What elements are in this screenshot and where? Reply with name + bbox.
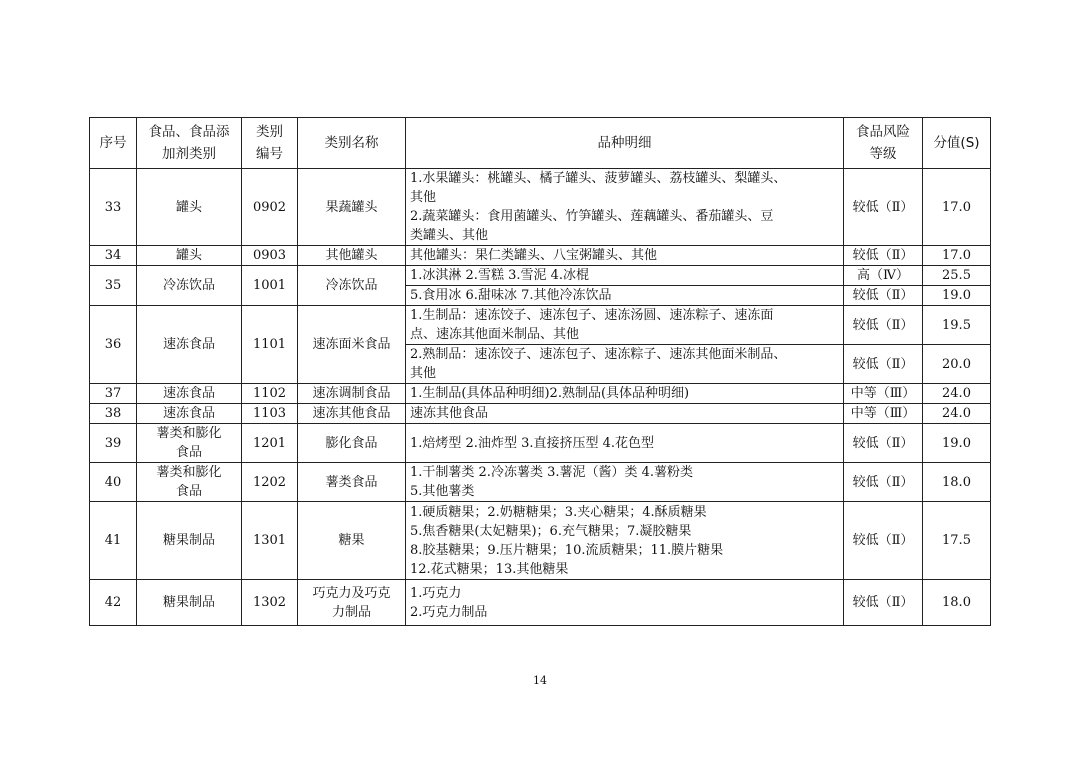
cell-details: 2.熟制品：速冻饺子、速冻包子、速冻粽子、速冻其他面米制品、 其他 (406, 345, 844, 384)
cell-score: 17.5 (923, 502, 991, 580)
cell-risk: 较低（Ⅱ） (844, 286, 923, 306)
cell-seq: 36 (90, 306, 137, 384)
cell-code: 1302 (242, 580, 298, 626)
cell-score: 24.0 (923, 384, 991, 404)
cell-details: 1.冰淇淋 2.雪糕 3.雪泥 4.冰棍 (406, 266, 844, 286)
cell-category: 速冻食品 (137, 384, 242, 404)
cell-name: 膨化食品 (298, 424, 406, 463)
cell-category: 薯类和膨化 食品 (137, 424, 242, 463)
cell-risk: 较低（Ⅱ） (844, 463, 923, 502)
cell-seq: 38 (90, 404, 137, 424)
cell-code: 1101 (242, 306, 298, 384)
table-row (90, 580, 991, 626)
cell-score: 18.0 (923, 580, 991, 626)
header-name: 类别名称 (298, 118, 406, 169)
cell-category: 速冻食品 (137, 404, 242, 424)
table-row (90, 246, 991, 266)
cell-code: 1201 (242, 424, 298, 463)
cell-score: 20.0 (923, 345, 991, 384)
table-row (90, 463, 991, 502)
table-row (90, 169, 991, 246)
cell-score: 17.0 (923, 169, 991, 246)
cell-name: 薯类食品 (298, 463, 406, 502)
cell-score: 19.5 (923, 306, 991, 345)
table-row (90, 306, 991, 345)
cell-category: 速冻食品 (137, 306, 242, 384)
cell-details: 1.生制品：速冻饺子、速冻包子、速冻汤圆、速冻粽子、速冻面 点、速冻其他面米制品、其他 (406, 306, 844, 345)
header-score: 分值(S) (923, 118, 991, 169)
cell-seq: 33 (90, 169, 137, 246)
cell-risk: 中等（Ⅲ） (844, 384, 923, 404)
cell-details: 1.硬质糖果；2.奶糖糖果；3.夹心糖果；4.酥质糖果 5.焦香糖果(太妃糖果)；6.充气糖果；7.凝胶糖果 8.胶基糖果；9.压片糖果；10.流质糖果；11.膜片糖果 12.花式糖果；13.其他糖果 (406, 502, 844, 580)
cell-code: 1001 (242, 266, 298, 306)
cell-name: 速冻面米食品 (298, 306, 406, 384)
table-row (90, 384, 991, 404)
header-code: 类别 编号 (242, 118, 298, 169)
cell-risk: 较低（Ⅱ） (844, 345, 923, 384)
cell-seq: 34 (90, 246, 137, 266)
cell-details: 1.焙烤型 2.油炸型 3.直接挤压型 4.花色型 (406, 424, 844, 463)
cell-seq: 39 (90, 424, 137, 463)
cell-seq: 35 (90, 266, 137, 306)
cell-details: 1.干制薯类 2.冷冻薯类 3.薯泥（酱）类 4.薯粉类 5.其他薯类 (406, 463, 844, 502)
table-header-row (90, 118, 991, 169)
cell-name: 糖果 (298, 502, 406, 580)
cell-code: 1301 (242, 502, 298, 580)
cell-code: 0902 (242, 169, 298, 246)
table-row (90, 424, 991, 463)
header-category: 食品、食品添 加剂类别 (137, 118, 242, 169)
cell-details: 1.生制品(具体品种明细)2.熟制品(具体品种明细) (406, 384, 844, 404)
cell-category: 冷冻饮品 (137, 266, 242, 306)
cell-seq: 41 (90, 502, 137, 580)
cell-risk: 中等（Ⅲ） (844, 404, 923, 424)
cell-score: 24.0 (923, 404, 991, 424)
cell-score: 25.5 (923, 266, 991, 286)
cell-category: 薯类和膨化 食品 (137, 463, 242, 502)
cell-name: 速冻其他食品 (298, 404, 406, 424)
cell-risk: 较低（Ⅱ） (844, 306, 923, 345)
cell-details: 速冻其他食品 (406, 404, 844, 424)
cell-name: 冷冻饮品 (298, 266, 406, 306)
cell-seq: 37 (90, 384, 137, 404)
header-risk: 食品风险 等级 (844, 118, 923, 169)
cell-code: 0903 (242, 246, 298, 266)
cell-code: 1202 (242, 463, 298, 502)
cell-score: 17.0 (923, 246, 991, 266)
cell-risk: 较低（Ⅱ） (844, 580, 923, 626)
cell-risk: 高（Ⅳ） (844, 266, 923, 286)
header-seq: 序号 (90, 118, 137, 169)
table-row (90, 502, 991, 580)
cell-details: 1.水果罐头：桃罐头、橘子罐头、菠萝罐头、荔枝罐头、梨罐头、 其他 2.蔬菜罐头：食用菌罐头、竹笋罐头、莲藕罐头、番茄罐头、豆 类罐头、其他 (406, 169, 844, 246)
cell-risk: 较低（Ⅱ） (844, 424, 923, 463)
cell-score: 18.0 (923, 463, 991, 502)
cell-category: 罐头 (137, 169, 242, 246)
cell-details: 其他罐头：果仁类罐头、八宝粥罐头、其他 (406, 246, 844, 266)
cell-risk: 较低（Ⅱ） (844, 502, 923, 580)
food-risk-table (89, 117, 991, 626)
cell-code: 1102 (242, 384, 298, 404)
cell-category: 糖果制品 (137, 580, 242, 626)
cell-category: 糖果制品 (137, 502, 242, 580)
cell-risk: 较低（Ⅱ） (844, 246, 923, 266)
page-number: 14 (533, 674, 547, 687)
cell-name: 巧克力及巧克 力制品 (298, 580, 406, 626)
cell-seq: 40 (90, 463, 137, 502)
cell-risk: 较低（Ⅱ） (844, 169, 923, 246)
cell-details: 1.巧克力 2.巧克力制品 (406, 580, 844, 626)
cell-name: 其他罐头 (298, 246, 406, 266)
cell-details: 5.食用冰 6.甜味冰 7.其他冷冻饮品 (406, 286, 844, 306)
cell-score: 19.0 (923, 286, 991, 306)
cell-seq: 42 (90, 580, 137, 626)
cell-name: 速冻调制食品 (298, 384, 406, 404)
cell-category: 罐头 (137, 246, 242, 266)
cell-name: 果蔬罐头 (298, 169, 406, 246)
header-details: 品种明细 (406, 118, 844, 169)
cell-code: 1103 (242, 404, 298, 424)
table-row (90, 404, 991, 424)
table-row (90, 266, 991, 286)
cell-score: 19.0 (923, 424, 991, 463)
